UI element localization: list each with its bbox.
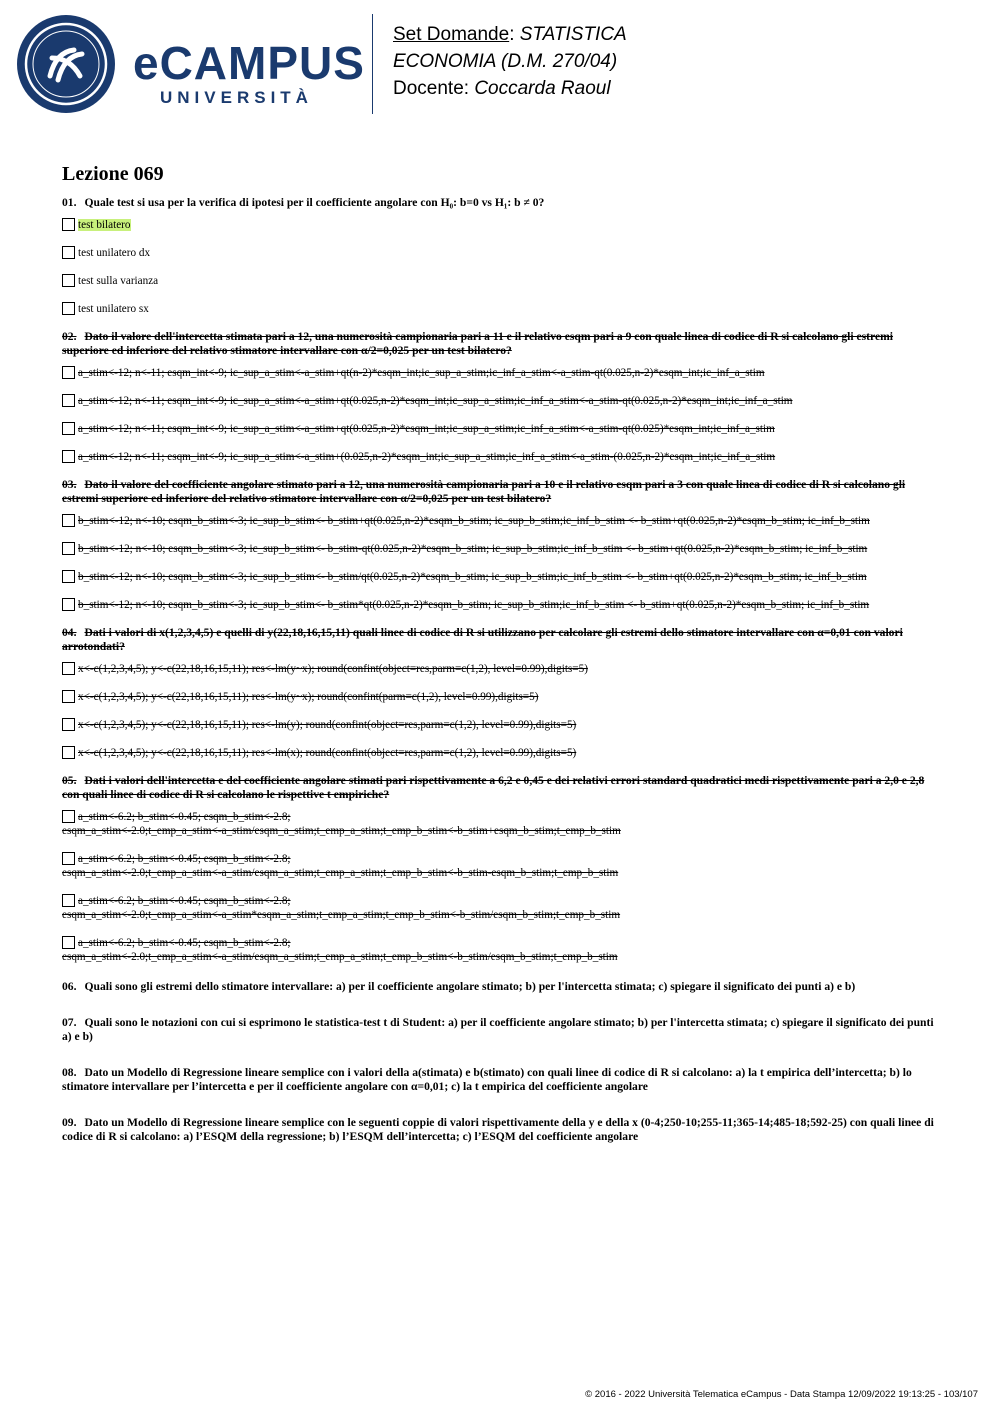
answer-option [62,274,938,288]
lesson-title: Lezione 069 [62,163,164,185]
logo-wordmark: eCAMPUS [133,37,365,89]
header-line-3 [393,75,611,102]
answer-option [62,894,938,922]
answer-option [62,450,938,464]
answer-text-line-2: esqm_a_stim<-2.0;t_emp_a_stim<-a_stim/esqm_a_stim;t_emp_a_stim;t_emp_b_stim<-b_stim+esqm_b_stim;t_emp_b_stim [62,825,621,837]
answer-option [62,598,938,612]
answer-text: a_stim<-12; n<-11; esqm_int<-9; ic_sup_a_stim<-a_stim+qt(0.025,n-2)*esqm_int;ic_sup_a_stim;ic_inf_a_stim<-a_stim-qt(0.025,n-2)*esqm_int;ic_inf_a_stim [78,395,793,407]
answer-text: a_stim<-12; n<-11; esqm_int<-9; ic_sup_a_stim<-a_stim+qt(n-2)*esqm_int;ic_sup_a_stim;ic_inf_a_stim<-a_stim-qt(0.025,n-2)*esqm_int;ic_inf_a_stim [78,367,765,379]
teacher-label: Docente: [393,78,470,99]
answer-checkbox[interactable] [62,218,75,231]
question-05 [62,774,938,964]
answer-text: test unilatero sx [78,303,149,315]
question-title: 01. Quale test si usa per la verifica di ipotesi per il coefficiente angolare con H₀: b=0 vs H₁: b ≠ 0? [62,196,545,209]
answer-checkbox[interactable] [62,274,75,287]
page-header [0,0,1000,130]
answer-checkbox[interactable] [62,746,75,759]
answer-checkbox[interactable] [62,690,75,703]
question-list [62,160,938,1166]
answer-checkbox[interactable] [62,302,75,315]
answer-text: b_stim<-12; n<-10; esqm_b_stim<-3; ic_sup_b_stim<- b_stim+qt(0.025,n-2)*esqm_b_stim; ic_sup_b_stim;ic_inf_b_stim <- b_stim+qt(0.025,n-2)*esqm_b_stim; ic_inf_b_stim [78,515,870,527]
question-08: 08. Dato un Modello di Regressione lineare semplice con i valori della a(stimata) e b(stimato) con quali linee di codice di R si calcolano: a) la t empirica dell’intercetta; b) lo stimatore intervallare per l’intercetta e per il coefficiente angolare con α=0,01; c) la t empirica del coefficiente angolare [62,1066,912,1093]
question-06: 06. Quali sono gli estremi dello stimatore intervallare: a) per il coefficiente angolare stimato; b) per l'intercetta stimata; c) spiegare il significato dei punti a) e b) [62,980,856,993]
answer-text-line-2: esqm_a_stim<-2.0;t_emp_a_stim<-a_stim/esqm_a_stim;t_emp_a_stim;t_emp_b_stim<-b_stim-esqm_b_stim;t_emp_b_stim [62,867,619,879]
answer-text: b_stim<-12; n<-10; esqm_b_stim<-3; ic_sup_b_stim<- b_stim*qt(0.025,n-2)*esqm_b_stim; ic_sup_b_stim;ic_inf_b_stim <- b_stim+qt(0.025,n-2)*esqm_b_stim; ic_inf_b_stim [78,599,870,611]
answer-option [62,302,938,316]
answer-checkbox[interactable] [62,852,75,865]
answer-text: x<-c(1,2,3,4,5); y<-c(22,18,16,15,11); res<-lm(y); round(confint(object=res,parm=c(1,2), level=0.99),digits=5) [78,719,577,731]
answer-option [62,514,938,528]
answer-checkbox[interactable] [62,894,75,907]
question-title: 04. Dati i valori di x(1,2,3,4,5) e quelli di y(22,18,16,15,11) quali linee di codice di R si utilizzano per calcolare gli estremi dello stimatore intervallare con α=0,01 con valori arrotondati? [62,626,903,653]
answer-text: a_stim<-12; n<-11; esqm_int<-9; ic_sup_a_stim<-a_stim+qt(0.025,n-2)*esqm_int;ic_sup_a_stim;ic_inf_a_stim<-a_stim-qt(0.025)*esqm_int;ic_inf_a_stim [78,423,775,435]
answer-text: x<-c(1,2,3,4,5); y<-c(22,18,16,15,11); res<-lm(y~x); round(confint(parm=c(1,2), level=0.99),digits=5) [78,691,539,703]
answer-checkbox[interactable] [62,542,75,555]
answer-text: b_stim<-12; n<-10; esqm_b_stim<-3; ic_sup_b_stim<- b_stim-qt(0.025,n-2)*esqm_b_stim; ic_sup_b_stim;ic_inf_b_stim <- b_stim+qt(0.025,n-2)*esqm_b_stim; ic_inf_b_stim [78,543,868,555]
answer-text: x<-c(1,2,3,4,5); y<-c(22,18,16,15,11); res<-lm(x); round(confint(object=res,parm=c(1,2), level=0.99),digits=5) [78,747,577,759]
answer-option [62,718,938,732]
question-title: 03. Dato il valore del coefficiente angolare stimato pari a 12, una numerosità campionaria pari a 10 e il relativo esqm pari a 3 con quale linea di codice di R si calcolano gli estremi superiore ed inferiore del relativo stimatore intervallare con α/2=0,025 per un test bilatero? [62,478,906,505]
answer-text: test unilatero dx [78,247,151,259]
question-title: 05. Dati i valori dell'intercetta e del coefficiente angolare stimati pari rispettivamente a 6,2 e 0,45 e dei relativi errori standard quadratici medi rispettivamente pari a 2,0 e 2,8 con quali linee di codice di R si calcolano le rispettive t empiriche? [62,774,925,801]
answer-text-line-1: a_stim<-6.2; b_stim<-0.45; esqm_b_stim<-2.8; [78,853,291,865]
answer-option [62,366,938,380]
answer-text: x<-c(1,2,3,4,5); y<-c(22,18,16,15,11); res<-lm(y~x); round(confint(object=res,parm=c(1,2), level=0.99),digits=5) [78,663,588,675]
question-03 [62,478,938,612]
answer-text-line-2: esqm_a_stim<-2.0;t_emp_a_stim<-a_stim/esqm_a_stim;t_emp_a_stim;t_emp_b_stim<-b_stim/esqm_b_stim;t_emp_b_stim [62,951,618,963]
answer-option [62,662,938,676]
answer-text: test sulla varianza [78,275,159,287]
answer-text-line-2: esqm_a_stim<-2.0;t_emp_a_stim<-a_stim*esqm_a_stim;t_emp_a_stim;t_emp_b_stim<-b_stim/esqm_b_stim;t_emp_b_stim [62,909,621,921]
answer-option [62,936,938,964]
answer-checkbox[interactable] [62,662,75,675]
answer-option [62,218,938,232]
answer-option [62,746,938,760]
answer-text: b_stim<-12; n<-10; esqm_b_stim<-3; ic_sup_b_stim<- b_stim/qt(0.025,n-2)*esqm_b_stim; ic_sup_b_stim;ic_inf_b_stim <- b_stim+qt(0.025,n-2)*esqm_b_stim; ic_inf_b_stim [78,571,867,583]
answer-checkbox[interactable] [62,366,75,379]
answer-text-line-1: a_stim<-6.2; b_stim<-0.45; esqm_b_stim<-2.8; [78,937,291,949]
answer-checkbox[interactable] [62,514,75,527]
answer-option [62,394,938,408]
logo-subtitle: UNIVERSITÀ [160,88,313,107]
answer-checkbox[interactable] [62,246,75,259]
question-01 [62,196,938,316]
answer-option [62,246,938,260]
answer-option [62,810,938,838]
question-07: 07. Quali sono le notazioni con cui si esprimono le statistica-test t di Student: a) per il coefficiente angolare stimato; b) per l'intercetta stimata; c) spiegare il significato dei punti a) e b) [62,1016,934,1043]
subject-line-1: STATISTICA [519,24,627,45]
answer-option [62,570,938,584]
answer-text-line-1: a_stim<-6.2; b_stim<-0.45; esqm_b_stim<-2.8; [78,895,291,907]
answer-text-line-1: a_stim<-6.2; b_stim<-0.45; esqm_b_stim<-2.8; [78,811,291,823]
teacher-name: Coccarda Raoul [474,78,611,99]
header-divider [372,14,373,114]
page-footer: © 2016 - 2022 Università Telematica eCampus - Data Stampa 12/09/2022 19:13:25 - 103/107 [585,1389,978,1400]
question-04 [62,626,938,760]
answer-checkbox[interactable] [62,598,75,611]
ecampus-logo-icon [16,14,116,114]
answer-checkbox[interactable] [62,936,75,949]
question-09: 09. Dato un Modello di Regressione lineare semplice con le seguenti coppie di valori rispettivamente della y e della x (0-4;250-10;255-11;365-14;485-18;592-25) con quali linee di codice di R si calcolano: a) l’ESQM della regressione; b) l’ESQM dell’intercetta; c) l’ESQM del coefficiente angolare [62,1116,934,1143]
question-02 [62,330,938,464]
answer-text-highlighted: test bilatero [78,219,131,231]
answer-checkbox[interactable] [62,570,75,583]
answer-checkbox[interactable] [62,394,75,407]
question-title: 02. Dato il valore dell'intercetta stimata pari a 12, una numerosità campionaria pari a 11 e il relativo esqm pari a 9 con quale linea di codice di R si calcolano gli estremi superiore ed inferiore del relativo stimatore intervallare con α/2=0,025 per un test bilatero? [62,330,894,357]
answer-option [62,422,938,436]
answer-checkbox[interactable] [62,422,75,435]
subject-line-2: ECONOMIA (D.M. 270/04) [393,51,618,72]
answer-checkbox[interactable] [62,718,75,731]
set-label: Set Domande [393,24,510,45]
answer-option [62,690,938,704]
answer-text: a_stim<-12; n<-11; esqm_int<-9; ic_sup_a_stim<-a_stim+(0.025,n-2)*esqm_int;ic_sup_a_stim;ic_inf_a_stim<-a_stim-(0.025,n-2)*esqm_int;ic_inf_a_stim [78,451,776,463]
answer-option [62,852,938,880]
answer-option [62,542,938,556]
header-line-1: Set Domande: STATISTICA [393,24,627,45]
answer-checkbox[interactable] [62,810,75,823]
answer-checkbox[interactable] [62,450,75,463]
